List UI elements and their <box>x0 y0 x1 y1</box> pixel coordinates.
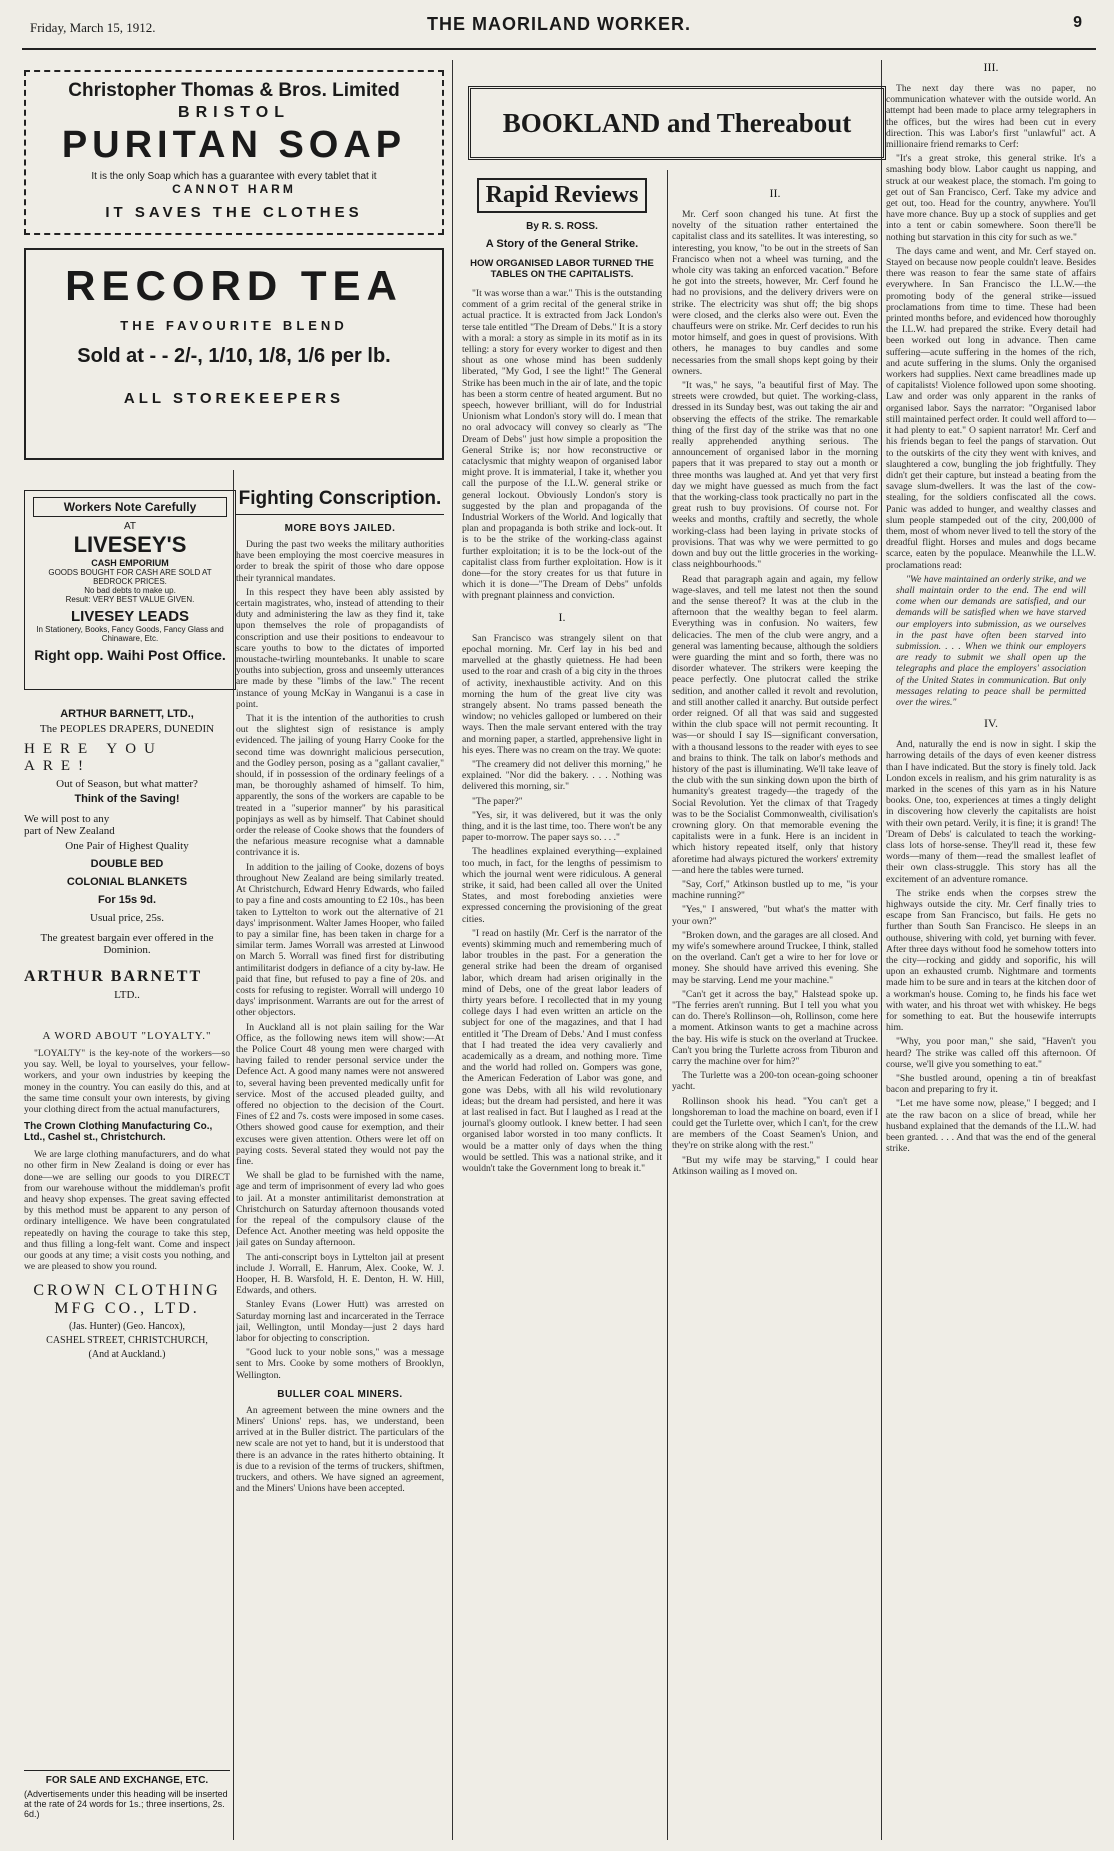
coal-title: BULLER COAL MINERS. <box>277 1388 403 1400</box>
article-subhead: MORE BOYS JAILED. <box>284 523 396 534</box>
paragraph: "Yes," I answered, "but what's the matter with your own?" <box>672 904 878 927</box>
sale-title: FOR SALE AND EXCHANGE, ETC. <box>24 1770 230 1786</box>
paragraph: "The creamery did not deliver this morning," he explained. "Nor did the bakery. . . . Nothing was delivered this morning, sir." <box>462 758 662 793</box>
page-header <box>22 6 1096 50</box>
ad-price: For 15s 9d. <box>97 894 157 906</box>
ad-blend: THE FAVOURITE BLEND <box>120 318 348 333</box>
paragraph: Mr. Cerf soon changed his tune. At first the novelty of the situation rather entertained the capitalist class and its satellites. It was interesting, so interesting, you know, "to be out in the streets of San Francisco when not a wheel was turning, and the whole city was taking an enforced vacation." Before he got into the streets, however, Mr. Cerf found he had no provisions, and the delivery drivers were on strike. The electricity was shut off; the big shops were closed, and the clerks also were out. Even the chauffeurs were on strike. Mr. Cerf decides to run his motor himself, and goes in quest of provisions. With others, he manages to buy candles and some necessaries from the small shops kept going by their owners. <box>672 209 878 377</box>
ad-paragraph: We are large clothing manufacturers, and do what no other firm in New Zealand is doing or ever has done—we are selling our goods to you DIRECT from our warehouse without the middleman's profit and heavy shop expenses. The great saving effected by this method must be apparent to any person of ordinary intelligence. We have been congratulated repeatedly on having the courage to take this step, and thus filling a long-felt want. Come and inspect our goods at any time; a visit costs you nothing, and we are pleased to show you round. <box>24 1149 230 1273</box>
paragraph: In Auckland all is not plain sailing for the War Office, as the following news item will show:—At the Police Court 48 young men were charged with having failed to render personal service under the Defence Act. A good many names were not answered to, several having been prevented medically unfit for service. Most of the accused pleaded guilty, and offered no objection to the decision of the Court. Fines of £2 and 7s. costs were imposed in some cases. Others showed good cause for exemption, and their excuses were given attention. Others were let off on paying costs. Several stated they would not pay the fine. <box>236 1021 444 1167</box>
paragraph: "Say, Corf," Atkinson bustled up to me, "is your machine running?" <box>672 878 878 902</box>
ad-auckland: (And at Auckland.) <box>88 1349 166 1361</box>
paragraph: The days came and went, and Mr. Cerf stayed on. Stayed on because now people couldn't leave. Besides there was reason to fear the same state of affairs everywhere. In San Francisco the I.L.W.—the promoting body of the general strike—issued proclamations from time to time. These had been printed months before, and evidenced how thoroughly the I.L.W. had prepared the strike. Every detail had been worked out long in advance. Then came suffering—acute suffering in the homes of the rich, and acute suffering in the slums. Only the organised workers had supplies. Next came breadlines made up of capitalists! Violence followed upon some shooting. Law and order was only apparent in the ranks of organised labor. Says the narrator: "Organised labor still maintained perfect order. It could well afford to—it had plenty to eat." O sapient narrator! Mr. Cerf and his friends began to feel the pangs of starvation. Out to the outskirts of the city they went with knives, and slaughtered a cow, bungling the job frightfully. They didn't get their capture, but instead a beating from the savage slum-dwellers. It was the last of the cow-stealing, for the soldiers confiscated all the cows. Panic was added to hunger, and wealthy classes and slum people stampeded out of the city, 200,000 of them, most of whom never lived to tell the story of the dreadful flight. Horses and mules and dogs became scarce, eaten by the populace. Meanwhile the I.L.W. proclamations read: <box>886 245 1096 571</box>
ad-post3: One Pair of Highest Quality <box>65 840 189 852</box>
ad-address: CASHEL STREET, CHRISTCHURCH, <box>46 1335 208 1347</box>
ad-think: Think of the Saving! <box>74 793 180 805</box>
ad-managers: (Jas. Hunter) (Geo. Hancox), <box>68 1321 186 1333</box>
ad-emporium: CASH EMPORIUM <box>91 558 169 568</box>
bookland-heading: BOOKLAND and Thereabout <box>468 86 886 160</box>
paragraph: The next day there was no paper, no communication whatever with the outside world. An attempt had been made to place army telegraphers in the offices, but the wires had been cut in every direction. This was Labor's first "unlawful" act. A millionaire friend remarks to Cerf: <box>886 83 1096 151</box>
ad-company: Christopher Thomas & Bros. Limited <box>68 80 400 101</box>
ad-title: A WORD ABOUT "LOYALTY." <box>42 1030 212 1042</box>
ad-firm: ARTHUR BARNETT, LTD., <box>60 708 194 720</box>
ad-crown: CROWN CLOTHING MFG CO., LTD. <box>33 1282 221 1318</box>
ad-ltd: LTD.. <box>114 989 140 1001</box>
paragraph: Read that paragraph again and again, my fellow wage-slaves, and tell me latest not then the sound and the sense thereof? It was at the club in the afternoon that the wealthy began to feel alarm. Everything was in confusion. No waiters, few delicacies. The men of the club were angry, and a general was lamenting because, although the soldiers were guarding the mint and so forth, there was no disorder whatever. The strikers were keeping the peace perfectly. One plutocrat called the strike sedition, and another called it revolt and revolution, and still another called it anarchy. But outside perfect order reigned. Of all that was said and suggested within the club space will not permit recounting. It was—or should I say IS—significant conversation, with a thousand lessons to the reader with eyes to see and brains to think. The talk on labor's methods and history of the past is illuminating. We'll take leave of the club with the sun sinking down upon the birth of humanity's greatest tragedy—the tragedy of the Social Revolution. Yet the climax of that Tragedy was to be the Socialist Commonwealth, civilisation's crowning glory. On that memorable evening the capitalists were in a funk. Here is an incident in which history repeated itself, only that history aforetime had always pictured the workers' extremity—and here the tables were turned. <box>672 573 878 876</box>
ad-post2: part of New Zealand <box>24 825 115 837</box>
ad-guarantee: It is the only Soap which has a guarantee with every tablet that it <box>91 171 377 182</box>
paragraph: "Yes, sir, it was delivered, but it was the only thing, and it is the last time, too. There won't be any paper to-morrow. The paper says so. . . ." <box>462 809 662 844</box>
paragraph: During the past two weeks the military authorities have been employing the most coercive measures in order to break the spirit of those who dare oppose their tyrannical mandates. <box>236 539 444 584</box>
ad-saves-clothes: IT SAVES THE CLOTHES <box>105 204 363 221</box>
ad-season: Out of Season, but what matter? <box>56 778 198 790</box>
ad-result: Result: VERY BEST VALUE GIVEN. <box>65 595 195 604</box>
ad-bed: DOUBLE BED <box>90 858 164 870</box>
page-number: 9 <box>1073 14 1082 31</box>
paragraph: San Francisco was strangely silent on that epochal morning. Mr. Cerf lay in his bed and marvelled at the ghastly quietness. He had been used to the roar and crash of a big city in the throes of activity, inexhaustible activity. And on this morning the hum of the great live city was strangely absent. No trams passed beneath the window; no vehicles galloped or lumbered on their ways. Then the male servant entered with the tray and morning paper, a startled, apprehensive light in his eyes. There was no cream on the tray. We quote: <box>462 632 662 756</box>
story-title: A Story of the General Strike. <box>485 238 639 250</box>
section-numeral: II. <box>769 186 781 200</box>
ad-signature: ARTHUR BARNETT <box>24 968 203 985</box>
ad-city: BRISTOL <box>178 104 290 121</box>
ad-note: Workers Note Carefully <box>33 497 227 517</box>
paragraph: The Turlette was a 200-ton ocean-going schooner yacht. <box>672 1070 878 1093</box>
ad-blankets: COLONIAL BLANKETS <box>66 876 188 888</box>
section-numeral: I. <box>558 609 566 624</box>
rapid-reviews-column <box>462 60 662 1840</box>
section-three-four-column <box>886 60 1096 1840</box>
paragraph: "Broken down, and the garages are all closed. And my wife's somewhere around Truckee, I think, stalled on the overland. Can't get a wire to her for love or money. She should have arrived this evening. She may be starving. Lend me your machine." <box>672 929 878 986</box>
ad-post1: We will post to any <box>24 813 110 825</box>
for-sale-notice <box>24 1770 230 1819</box>
section-numeral: III. <box>983 60 999 74</box>
ad-nobad: No bad debts to make up. <box>84 586 176 595</box>
paragraph: Stanley Evans (Lower Hutt) was arrested on Saturday morning last and incarcerated in the Terrace jail, Wellington, until Monday—just 2 days hard labor for objecting to conscription. <box>236 1299 444 1345</box>
paragraph: "Good luck to your noble sons," was a message sent to Mrs. Cooke by some mothers of Brooklyn, Wellington. <box>236 1347 444 1381</box>
paragraph: "It was worse than a war." This is the outstanding comment of a grim recital of the general strike in actual practice. It is extracted from Jack London's terse tale entitled "The Dream of Debs." It is a story with a moral: a story as simple in its motif as in its telling: a story for every worker to digest and then shout as one whose mind has been suddenly liberated, "My God, I see the light!" The General Strike has been much in the air of late, and the topic has been a storm centre of heated argument. But no speech, however brilliant, will do for Industrial Unionism what London's story will do. I mean that no oral advocacy will convey so clearly as "The Dream of Debs" just how simple a proposition the General Strike is; nor how reconstructive or cataclysmic that mighty weapon of organised labor might prove. It is immaterial, I take it, whether you call the purpose of the I.L.W. general strike or general lockout. Obviously London's story is suggested by the plan and propaganda of the Industrial Workers of the World. And logically that plan and propaganda is both strike and lock-out. It is to be the strike of the working-class against further exploitation; it is to be the lock-out of the capitalist class from further exploitation. How is it done—for the story creates for us that future in which it is done—"The Dream of Debs" unfolds with pregnant plainness and conviction. <box>462 288 662 602</box>
paragraph: An agreement between the mine owners and the Miners' Unions' reps. has, we understand, been arrived at in the Buller district. The particulars of the new scale are not yet to hand, but it is understood that there is an advance in the rates hitherto obtaining. It is due to a revision of the terms of truckers, shiftmen, truckers, and others. We have signed an agreement, and the Miners' Unions have been accepted. <box>236 1404 444 1495</box>
rapid-reviews-title: Rapid Reviews <box>477 178 647 213</box>
ad-name: LIVESEY'S <box>73 532 187 557</box>
column-rule <box>881 60 882 1840</box>
ad-goods: GOODS BOUGHT FOR CASH ARE SOLD AT BEDROCK PRICES. <box>48 568 212 586</box>
ad-company: The Crown Clothing Manufacturing Co., Ltd., Cashel st., Christchurch. <box>24 1121 213 1144</box>
byline: By R. S. ROSS. <box>526 221 598 232</box>
ad-here: HERE YOU ARE! <box>24 741 163 774</box>
ad-cannot-harm: CANNOT HARM <box>172 182 296 196</box>
paragraph: The anti-conscript boys in Lyttelton jail at present include J. Worrall, E. Hanrum, Alex. Cooke, W. J. Hooper, H. B. Warsfold, H. E. Denton, H. W. Hill, Edwards, and others. <box>236 1251 444 1297</box>
article-body <box>236 539 444 1381</box>
paragraph: "She bustled around, opening a tin of breakfast bacon and preparing to fry it. <box>886 1073 1096 1096</box>
ad-at: AT <box>123 521 137 532</box>
ad-paragraph: "LOYALTY" is the key-note of the workers—so you say. Well, be loyal to yourselves, your fellow-workers, and your own industries by keeping the money in the country. You can easily do this, and at the same time consult your own interests, by giving your clothing direct from the actual manufacturers, <box>24 1048 230 1116</box>
sale-note: (Advertisements under this heading will be inserted at the rate of 24 words for 1s.; three insertions, 2s. 6d.) <box>24 1789 228 1819</box>
ad-product: PURITAN SOAP <box>61 124 407 166</box>
ad-prices: Sold at - - 2/-, 1/10, 1/8, 1/6 per lb. <box>77 345 391 367</box>
column-rule <box>452 60 453 1840</box>
section-two-column <box>672 60 878 1840</box>
paragraph: "I read on hastily (Mr. Cerf is the narrator of the events) skimming much and remembering much of labor troubles in the past. For a generation the general strike had been the dream of organised labor, which dream had arisen originally in the mind of Debs, one of the great labor leaders of thirty years before. I recollected that in my young college days I had even written an article on the subject for one of the magazines, and that I had entitled it 'The Dream of Debs.' And I must confess that I had treated the idea very cavalierly and academically as a dream, and nothing more. Time and the world had rolled on. Gompers was gone, the American Federation of Labor was gone, and gone was Debs, with all his wild revolutionary ideas; but the dream had persisted, and here it was at last realised in fact. But I laughed as I read at the journal's gloomy outlook. I knew better. I had seen organised labor worsted in too many conflicts. It would be a matter only of days when the thing would be settled. This was a national strike, and it wouldn't take the Government long to break it." <box>462 927 662 1175</box>
ad-lines: In Stationery, Books, Fancy Goods, Fancy Glass and Chinaware, Etc. <box>36 625 224 643</box>
paragraph: In addition to the jailing of Cooke, dozens of boys throughout New Zealand are being similarly treated. At Christchurch, Edward Henry Edwards, who failed to pay a fine and costs amounting to £2 10s., has been taken to Lyttelton to work out the alternative of 21 days' imprisonment. Walter James Hooper, who failed to pay a similar fine, has been taken in charge for a similar term. James Worrall was arrested at Linwood on March 5. Worrall was fined first for distributing antimilitarist dodgers in defiance of a city by-law. He paid that fine, but refused to pay a fine of 20s. and costs for refusing to register. Worrall will undergo 10 days' imprisonment. Warrants are out for the arrest of other objectors. <box>236 861 444 1019</box>
paragraph: "But my wife may be starving," I could hear Atkinson wailing as I moved on. <box>672 1154 878 1177</box>
paragraph: That it is the intention of the authorities to crush out the slightest sign of resistance is amply evidenced. The jailing of young Harry Cooke for the second time was downright malicious persecution, and the Godley person, posing as a "gallant cavalier," should, if in possession of the ordinary feelings of a man, be thoroughly ashamed of himself. To him, apparently, the sons of the workers are capable to be treated in a "superior manner" by his parasitical popinjays as well as by himself. That Cabinet should order the release of Cooke shows that the founders of the nefarious measure recognise what a damnable contrivance it is. <box>236 713 444 859</box>
paragraph: "It's a great stroke, this general strike. It's a smashing body blow. Labor caught us napping, and struck at our weakest place, the stomach. I'm going to get out of San Francisco, Cerf. Take my advice and get out, too. Head for the country, anywhere. You'll have more chance. Buy up a stock of supplies and get into a tent or cabin somewhere. Soon there'll be nothing but starvation in this city for such as we." <box>886 153 1096 243</box>
paragraph: "Let me have some now, please," I begged; and I ate the raw bacon on a slice of bread, while her husband explained that the demands of the I.L.W. had been granted. . . . And that was the end of the general strike. <box>886 1098 1096 1155</box>
proclamation-quote: "We have maintained an orderly strike, and we shall maintain order to the end. The end will come when our demands are satisfied, and our demands will be satisfied when we have starved our employers into submission, as we ourselves in the past have often been starved into submission. . . . When we think our employers are ready to submit we shall open up the telegraphs and place the employers' association of the United States in communication. But only messages relating to peace shall be permitted over the wires." <box>896 573 1086 708</box>
ad-location: Right opp. Waihi Post Office. <box>34 647 226 663</box>
paragraph: And, naturally the end is now in sight. I skip the harrowing details of the days of even keener distress than I have indicated. But the story is finely told. Jack London excels in realism, and his grim naturality is as marked in the scenes of this yarn as in his Nature books. One, too, experiences at times a tingly delight in discovering how cleverly the capitalists are hoist with their own petard. Verily, it is fine; it is grand! The 'Dream of Debs' is calculated to teach the working-class lots of horse-sense. They'll read it, these few words—many of them—read the smallest leaflet of their own class-struggle. This story has all the excitement of an adventure romance. <box>886 739 1096 885</box>
article-title: Fighting Conscription. <box>236 488 444 515</box>
paragraph: The strike ends when the corpses strew the highways outside the city. Mr. Cerf finally tries to escape from San Francisco, but fails. He gets no further than South San Francisco. He sleeps in an outhouse, shivering with cold, yet burning with fever. After three days without food he somehow totters into the city—rocking and giddy and soporific, his will upon an exhausted crumb. Nightmare and torments made him to be sure and in tears at the kitchen door of a workman's house. Coming to, he finds his face wet with water, and his throat wet with whiskey. He begs for something to eat. But the housewife interrupts him. <box>886 887 1096 1034</box>
ad-drapers: The PEOPLES DRAPERS, DUNEDIN <box>39 723 215 735</box>
barnett-ad <box>24 708 230 1001</box>
column-rule <box>667 170 668 1840</box>
fighting-conscription-column <box>236 60 444 1840</box>
paragraph: In this respect they have been ably assisted by certain magistrates, who, instead of attending to their duty and administering the law as they find it, take upon themselves the role of propagandists of conscription and use their positions to endeavour to scare youths to bow to the dictates of imported moustache-twirling mountebanks. It unable to scare youths into subjection, gross and unseemly utterances are made by these "limbs of the law." The recent instance of young McKay in Wanganui is a case in point. <box>236 586 444 710</box>
paragraph: The headlines explained everything—explained too much, in fact, for the lengths of pessimism to which the journal went were ridiculous. A general strike, it said, had been called all over the United States, and most foreboding anxieties were expressed concerning the provisioning of the great cities. <box>462 846 662 925</box>
ad-product: RECORD TEA <box>65 262 403 309</box>
masthead: THE MAORILAND WORKER. <box>427 14 691 34</box>
paragraph: "The paper?" <box>472 795 523 807</box>
ad-bargain: The greatest bargain ever offered in the Dominion. <box>40 932 214 956</box>
crown-clothing-ad <box>24 1030 230 1360</box>
ad-storekeepers: ALL STOREKEEPERS <box>123 390 345 407</box>
ad-leads: LIVESEY LEADS <box>70 608 190 625</box>
issue-date: Friday, March 15, 1912. <box>30 20 156 35</box>
paragraph: Rollinson shook his head. "You can't get a longshoreman to load the machine on board, even if I could get the Turlette over, which I can't, for the crew are members of the Coast Seamen's Union, and they're on strike along with the rest." <box>672 1095 878 1152</box>
livesey-ad <box>24 490 236 690</box>
ad-usual: Usual price, 25s. <box>90 912 164 924</box>
paragraph: "It was," he says, "a beautiful first of May. The streets were crowded, but quiet. The working-class, dressed in its Sunday best, was out taking the air and observing the effects of the strike. The remarkable thing of the first day of the strike was that no one really apprehended anything serious. The announcement of organised labor in the morning papers that it was prepared to stay out a month or three months was laughed at. And yet that very first day we might have guessed as much from the fact that the working-class took practically no part in the great rush to buy provisions. Of course not. For weeks and months, craftily and secretly, the whole working-class had been laying in private stocks of provisions. That was why we were permitted to go down and buy out the little groceries in the working-class neighbourhoods." <box>672 380 878 571</box>
paragraph: "Why, you poor man," she said, "Haven't you heard? The strike was called off this afternoon. Of course, we'll give you something to eat." <box>886 1036 1096 1070</box>
story-deck: HOW ORGANISED LABOR TURNED THE TABLES ON THE CAPITALISTS. <box>470 258 654 280</box>
paragraph: "Can't get it across the bay," Halstead spoke up. "The ferries aren't running. But I tell you what you can do. There's Rollinson—oh, Rollinson, come here a moment. Atkinson wants to get a machine across the bay. His wife is stuck on the overland at Truckee. Can't you bring the Turlette across from Tiburon and carry the machine over for him?" <box>672 988 878 1068</box>
paragraph: We shall be glad to be furnished with the name, age and term of imprisonment of every lad who goes to jail. At a monster antimilitarist demonstration at Christchurch on Saturday afternoon thousands voted for the repeal of the compulsory clause of the Defence Act. Another meeting was held opposite the jail gates on Sunday afternoon. <box>236 1170 444 1249</box>
section-numeral: IV. <box>983 716 999 731</box>
